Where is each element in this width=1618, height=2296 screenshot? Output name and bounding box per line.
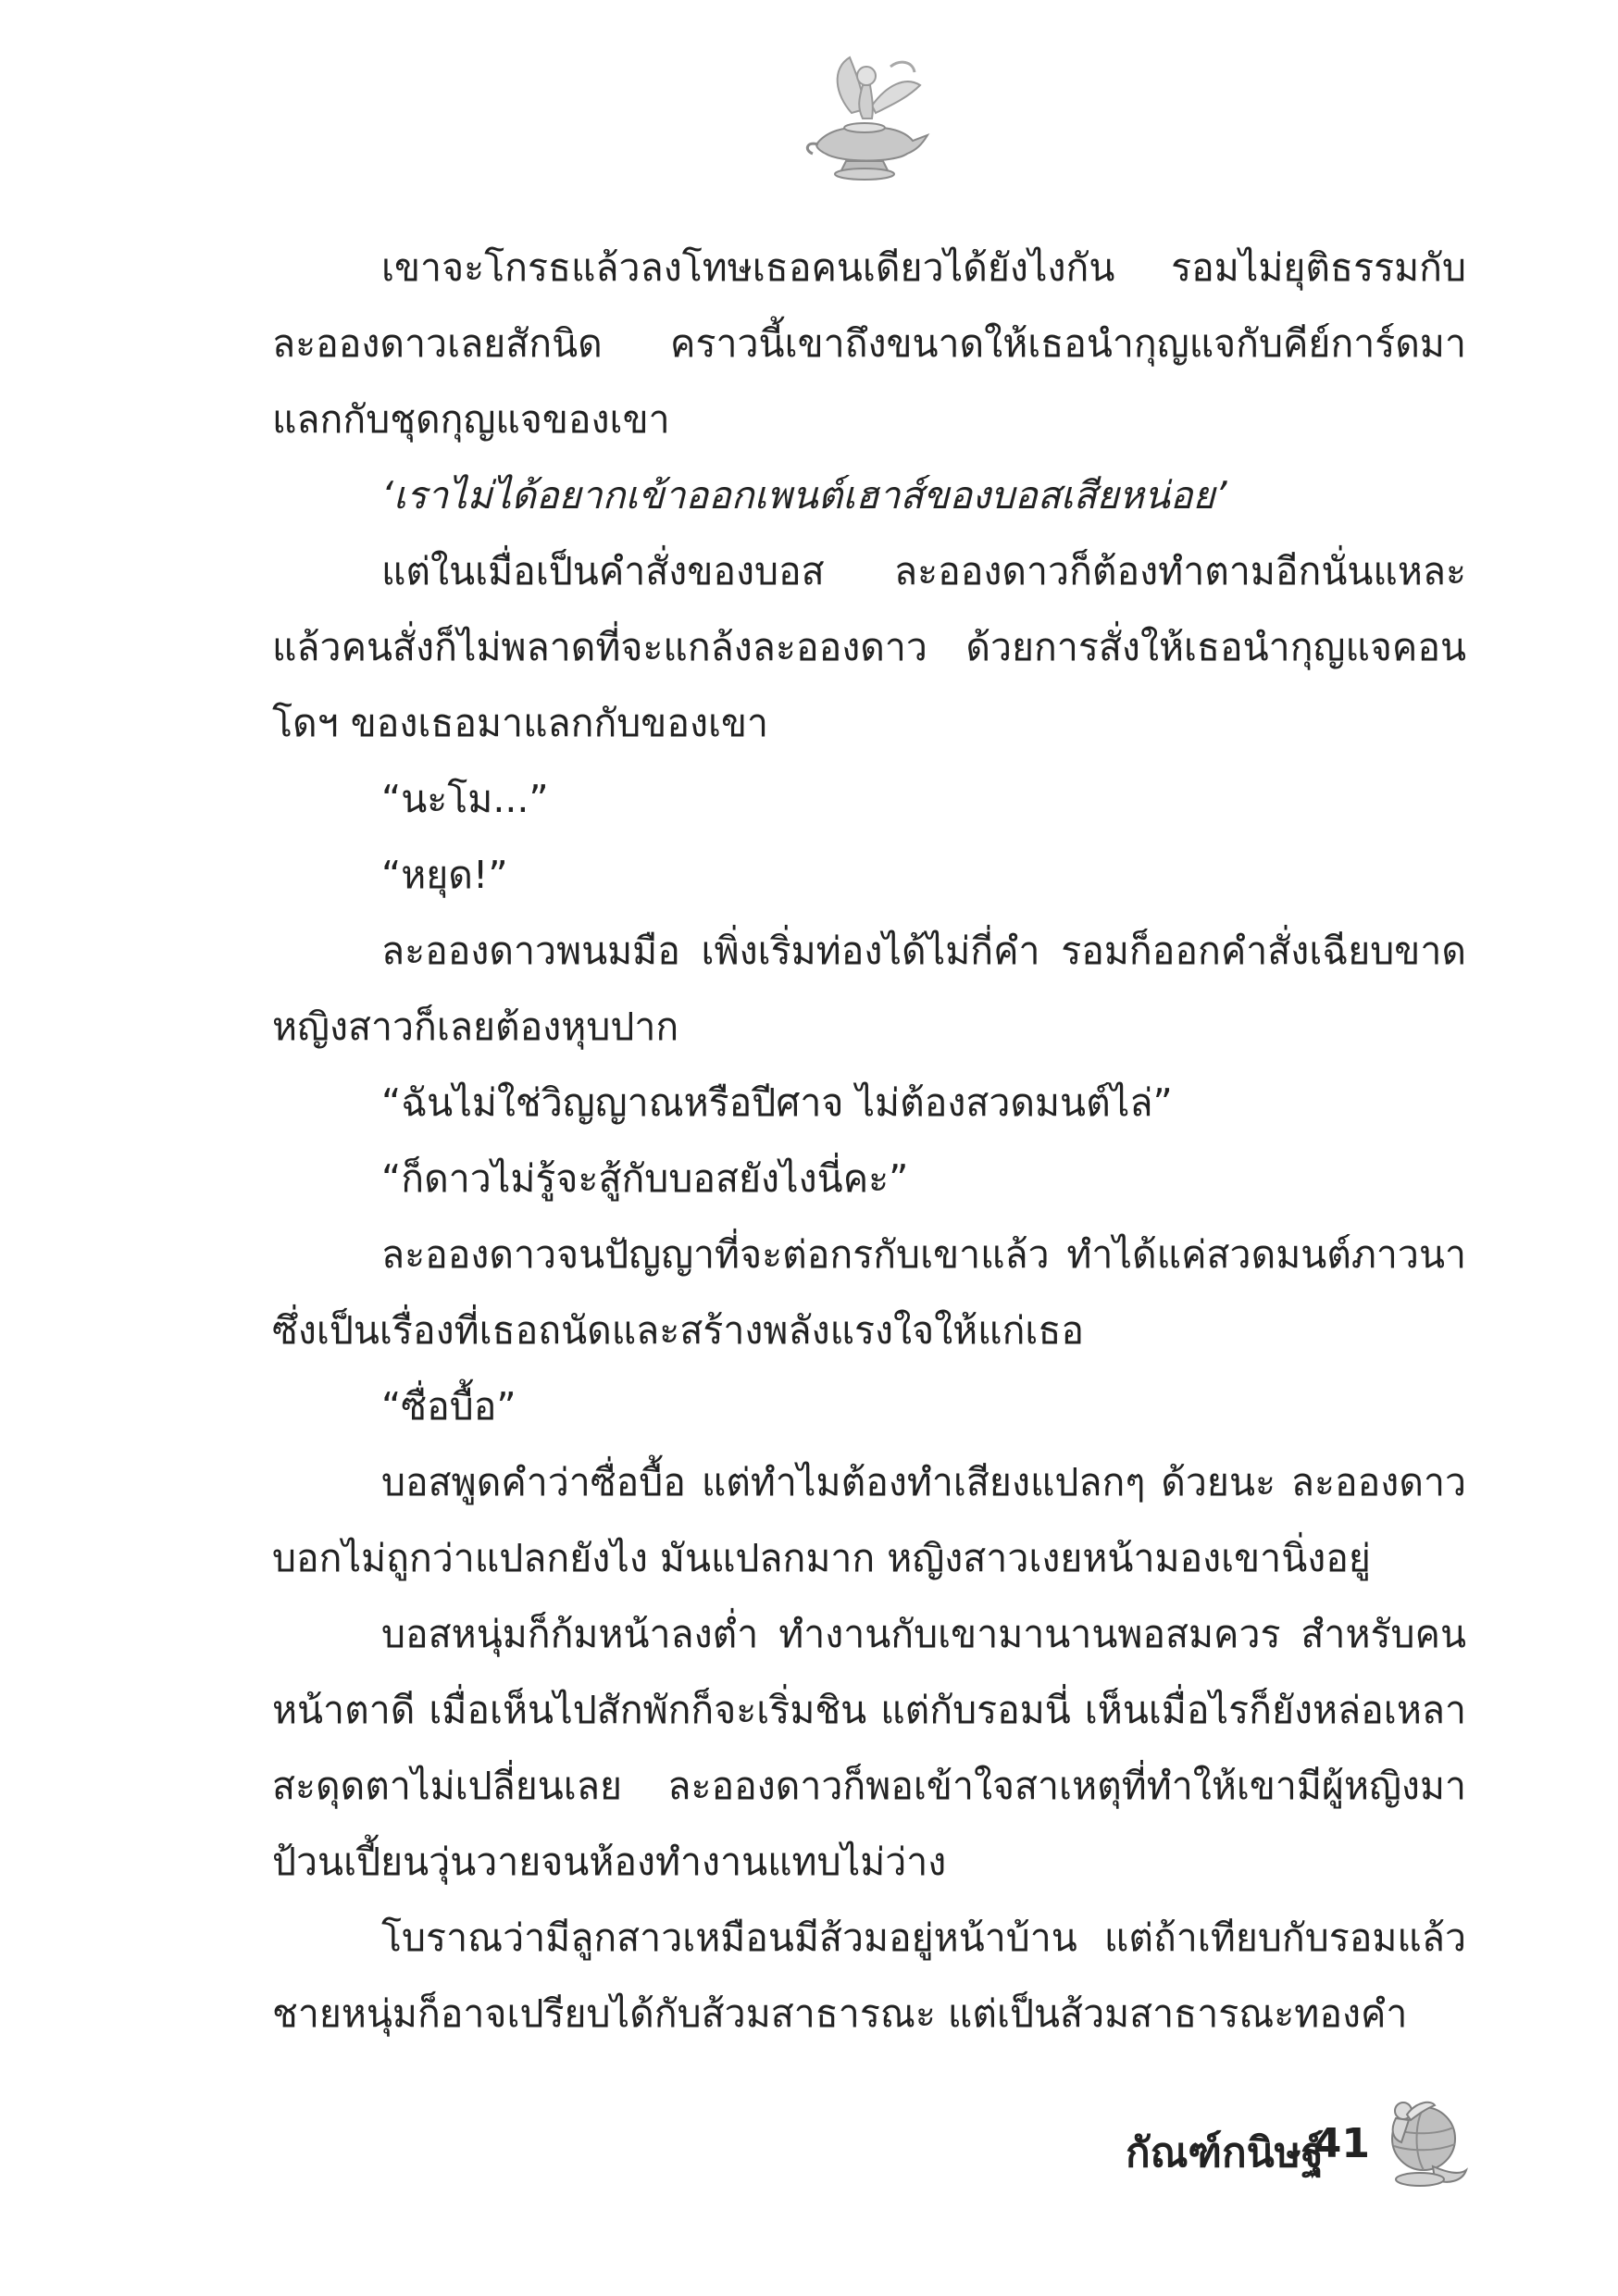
paragraph: “นะโม...” — [381, 777, 549, 821]
book-title: กัณฑ์กนิษฐ์ — [1126, 2129, 1324, 2177]
page-number: 41 — [1313, 2120, 1370, 2167]
page-footer — [1064, 2092, 1472, 2203]
paragraph: เขาจะโกรธแล้วลงโทษเธอคนเดียวได้ยังไงกัน รอมไม่ยุติธรรมกับละอองดาวเลยสักนิด คราวนี้เขาถึงขนาดให้เธอนำกุญแจกับคีย์การ์ดมาแลกกับชุดกุญแจของเขา — [272, 245, 1466, 442]
paragraph: แต่ในเมื่อเป็นคำสั่งของบอส ละอองดาวก็ต้องทำตามอีกนั่นแหละ แล้วคนสั่งก็ไม่พลาดที่จะแกล้งละอองดาว ด้วยการสั่งให้เธอนำกุญแจคอนโดฯ ของเธอมาแลกกับของเขา — [272, 549, 1466, 745]
body-text — [272, 230, 1466, 2052]
fairy-magic-lamp-icon — [798, 48, 933, 185]
paragraph: โบราณว่ามีลูกสาวเหมือนมีส้วมอยู่หน้าบ้าน แต่ถ้าเทียบกับรอมแล้ว ชายหนุ่มก็อาจเปรียบได้กับส้วมสาธารณะ แต่เป็นส้วมสาธารณะทองคำ — [272, 1915, 1466, 2036]
paragraph: ‘เราไม่ได้อยากเข้าออกเพนต์เฮาส์ของบอสเสียหน่อย’ — [381, 473, 1227, 518]
paragraph: ละอองดาวพนมมือ เพิ่งเริ่มท่องได้ไม่กี่คำ รอมก็ออกคำสั่งเฉียบขาด หญิงสาวก็เลยต้องหุบปาก — [272, 929, 1466, 1049]
paragraph: บอสพูดคำว่าซื่อบื้อ แต่ทำไมต้องทำเสียงแปลกๆ ด้วยนะ ละอองดาวบอกไม่ถูกว่าแปลกยังไง มันแปลกมาก หญิงสาวเงยหน้ามองเขานิ่งอยู่ — [272, 1460, 1466, 1580]
paragraph: “ก็ดาวไม่รู้จะสู้กับบอสยังไงนี่คะ” — [381, 1156, 909, 1201]
paragraph: บอสหนุ่มก็ก้มหน้าลงต่ำ ทำงานกับเขามานานพอสมควร สำหรับคนหน้าตาดี เมื่อเห็นไปสักพักก็จะเริ่มชิน แต่กับรอมนี่ เห็นเมื่อไรก็ยังหล่อเหลาสะดุดตาไม่เปลี่ยนเลย ละอองดาวก็พอเข้าใจสาเหตุที่ทำให้เขามีผู้หญิงมาป้วนเปี้ยนวุ่นวายจนห้องทำงานแทบไม่ว่าง — [272, 1612, 1466, 1884]
paragraph: “หยุด!” — [381, 853, 508, 897]
paragraph: “ฉันไม่ใช่วิญญาณหรือปีศาจ ไม่ต้องสวดมนต์ไล่” — [381, 1080, 1173, 1125]
cherub-on-globe-icon — [1379, 2092, 1472, 2194]
paragraph: “ซื่อบื้อ” — [381, 1384, 517, 1429]
paragraph: ละอองดาวจนปัญญาที่จะต่อกรกับเขาแล้ว ทำได้แค่สวดมนต์ภาวนาซึ่งเป็นเรื่องที่เธอถนัดและสร้างพลังแรงใจให้แก่เธอ — [272, 1232, 1466, 1353]
